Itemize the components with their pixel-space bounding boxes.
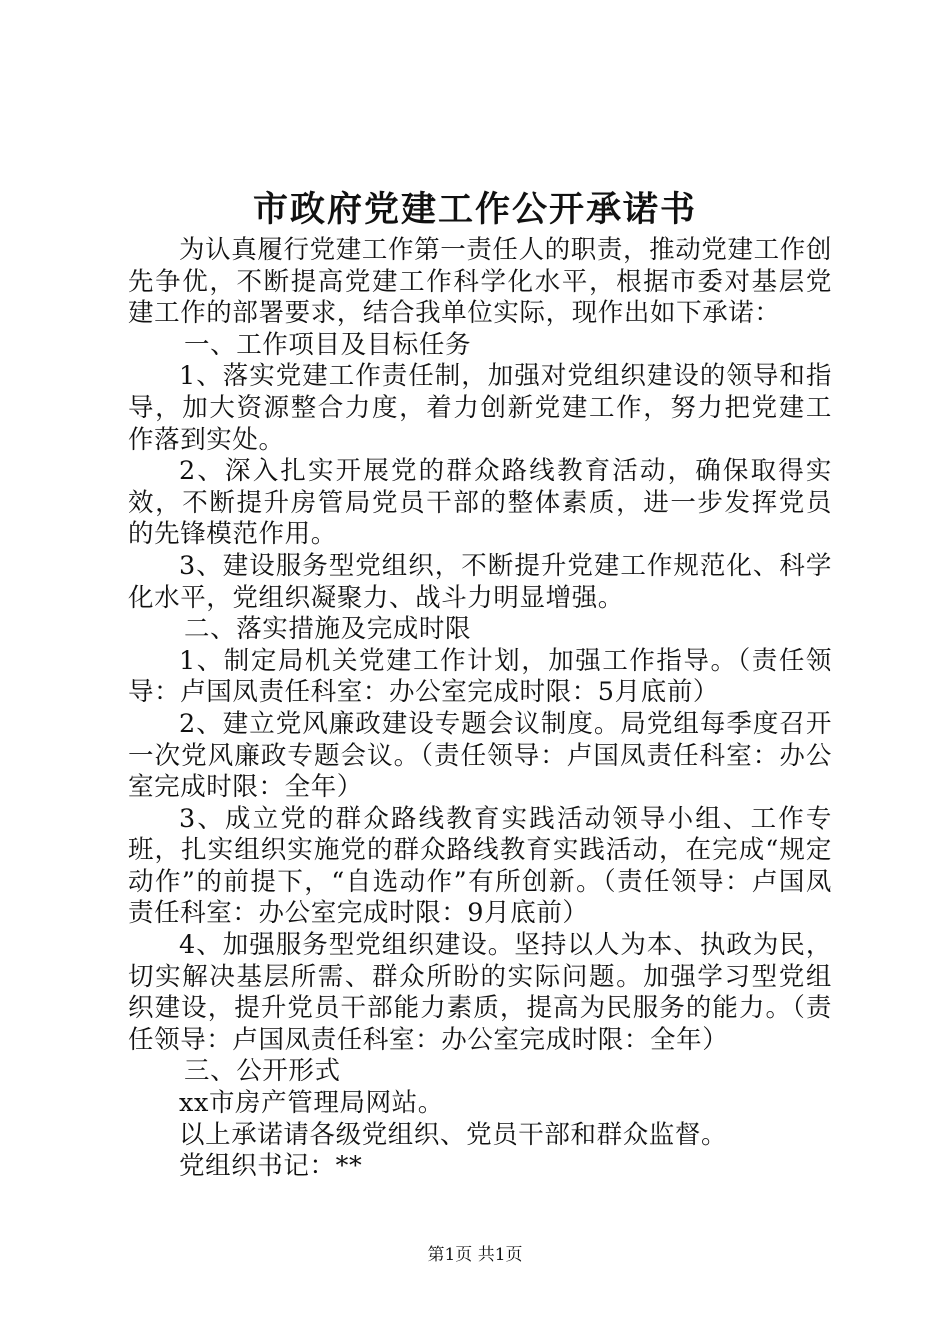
document-body (128, 235, 832, 1183)
supervision-note: 以上承诺请各级党组织、党员干部和群众监督。 (179, 1119, 728, 1150)
section-heading-3: 三、公开形式 (184, 1056, 341, 1087)
intro-paragraph: 为认真履行党建工作第一责任人的职责，推动党建工作创先争优，不断提高党建工作科学化水平，根据市委对基层党建工作的部署要求，结合我单位实际，现作出如下承诺： (128, 235, 832, 329)
measure-item-4: 4、加强服务型党组织建设。坚持以人为本、执政为民，切实解决基层所需、群众所盼的实际问题。加强学习型党组织建设，提升党员干部能力素质，提高为民服务的能力。（责任领导：卢国凤责任科室：办公室完成时限：全年） (128, 930, 832, 1055)
document-title: 市政府党建工作公开承诺书 (252, 189, 697, 230)
measure-item-1: 1、制定局机关党建工作计划，加强工作指导。（责任领导：卢国凤责任科室：办公室完成时限：5月底前） (128, 645, 832, 708)
section-heading-2: 二、落实措施及完成时限 (184, 614, 472, 645)
secretary-signature: 党组织书记：** (179, 1151, 363, 1182)
page-footer: 第1页 共1页 (427, 1245, 523, 1265)
task-item-3: 3、建设服务型党组织，不断提升党建工作规范化、科学化水平，党组织凝聚力、战斗力明显增强。 (128, 550, 832, 613)
measure-item-3: 3、成立党的群众路线教育实践活动领导小组、工作专班，扎实组织实施党的群众路线教育实践活动，在完成“规定动作”的前提下，“自选动作”有所创新。（责任领导：卢国凤责任科室：办公室完成时限：9月底前） (128, 803, 832, 929)
measure-item-2: 2、建立党风廉政建设专题会议制度。局党组每季度召开一次党风廉政专题会议。（责任领导：卢国凤责任科室：办公室完成时限：全年） (128, 708, 832, 803)
publication-channel: xx市房产管理局网站。 (179, 1088, 444, 1119)
task-item-1: 1、落实党建工作责任制，加强对党组织建设的领导和指导，加大资源整合力度，着力创新党建工作，努力把党建工作落到实处。 (128, 361, 832, 455)
section-heading-1: 一、工作项目及目标任务 (184, 329, 472, 360)
task-item-2: 2、深入扎实开展党的群众路线教育活动，确保取得实效，不断提升房管局党员干部的整体素质，进一步发挥党员的先锋模范作用。 (128, 456, 832, 550)
